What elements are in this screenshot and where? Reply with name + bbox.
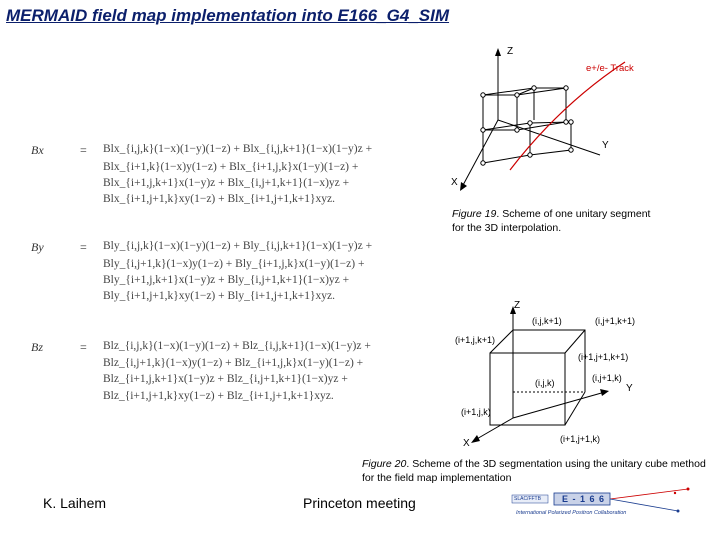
by-line-1: Bly_{i,j,k}(1−x)(1−y)(1−z) + Bly_{i,j,k+1}(1−x)(1−y)z +	[103, 240, 373, 252]
bx-equals: =	[80, 143, 87, 157]
footer-meeting: Princeton meeting	[303, 495, 416, 511]
bz-line-4: Blz_{i+1,j+1,k}xy(1−z) + Blz_{i+1,j+1,k+1}xyz.	[103, 390, 334, 402]
bz-line-2: Blz_{i,j+1,k}(1−x)y(1−z) + Blz_{i+1,j,k}x(1−y)(1−z) +	[103, 357, 364, 369]
page-title: MERMAID field map implementation into E166_G4_SIM	[6, 6, 450, 25]
logo-subtext: International Polarized Positron Collaboration	[516, 510, 627, 516]
fig19-caption-fig: Figure 19	[452, 208, 497, 220]
bx-line-3: Blx_{i+1,j,k+1}x(1−y)z + Blx_{i,j+1,k+1}(1−x)yz +	[103, 177, 350, 189]
logo-text: E - 1 6 6	[562, 494, 606, 504]
fig20-label-ijk: (i,j,k)	[535, 378, 555, 388]
fig20-label-ij1k1: (i,j+1,k+1)	[595, 316, 636, 326]
by-line-2: Bly_{i,j+1,k}(1−x)y(1−z) + Bly_{i+1,j,k}x(1−y)(1−z) +	[103, 258, 365, 270]
by-line-3: Bly_{i+1,j,k+1}x(1−y)z + Bly_{i,j+1,k+1}(1−x)yz +	[103, 274, 350, 286]
fig20-x-label: X	[463, 438, 470, 449]
fig20-caption-text: . Scheme of the 3D segmentation using the unitary cube method for the field map implementation	[362, 458, 706, 484]
bx-line-2: Blx_{i+1,k}(1−x)y(1−z) + Blx_{i+1,j,k}x(1−y)(1−z) +	[103, 161, 359, 173]
bz-line-1: Blz_{i,j,k}(1−x)(1−y)(1−z) + Blz_{i,j,k+1}(1−x)(1−y)z +	[103, 340, 371, 352]
fig20-caption-fig: Figure 20	[362, 458, 407, 470]
bx-line-4: Blx_{i+1,j+1,k}xy(1−z) + Blx_{i+1,j+1,k+1}xyz.	[103, 193, 335, 205]
fig20-z-label: Z	[514, 300, 521, 311]
bx-line-1: Blx_{i,j,k}(1−x)(1−y)(1−z) + Blx_{i,j,k+1}(1−x)(1−y)z +	[103, 143, 373, 155]
fig20-label-i1j1k: (i+1,j+1,k)	[560, 434, 601, 444]
fig20-caption	[362, 457, 718, 485]
by-label: By	[31, 240, 44, 254]
fig20-label-i1j1k1: (i+1,j+1,k+1)	[578, 352, 629, 362]
logo-tag: SLAC/FFTB	[514, 496, 541, 502]
fig20-label-i1jk1: (i+1,j,k+1)	[455, 335, 496, 345]
fig19-x-label: X	[451, 177, 458, 188]
by-line-4: Bly_{i+1,j+1,k}xy(1−z) + Bly_{i+1,j+1,k+1}xyz.	[103, 290, 335, 302]
fig20-label-ijk1: (i,j,k+1)	[532, 316, 562, 326]
fig19-z-label: Z	[507, 46, 514, 57]
fig19-track-label: e+/e- Track	[586, 63, 634, 74]
bz-line-3: Blz_{i+1,j,k+1}x(1−y)z + Blz_{i,j+1,k+1}(1−x)yz +	[103, 373, 348, 385]
fig20-label-i1jk: (i+1,j,k)	[461, 407, 491, 417]
logo-graphic	[510, 483, 715, 533]
fig19-caption-text: . Scheme of one unitary segment for the 3D interpolation.	[452, 208, 651, 234]
by-equals: =	[80, 240, 87, 254]
bz-equals: =	[80, 340, 87, 354]
fig20-label-ij1k: (i,j+1,k)	[592, 373, 622, 383]
e166-logo	[510, 483, 715, 533]
footer-author: K. Laihem	[43, 495, 107, 511]
bx-label: Bx	[31, 143, 44, 157]
fig19-y-label: Y	[602, 140, 609, 151]
bz-label: Bz	[31, 340, 43, 354]
fig20-y-label: Y	[626, 383, 633, 394]
